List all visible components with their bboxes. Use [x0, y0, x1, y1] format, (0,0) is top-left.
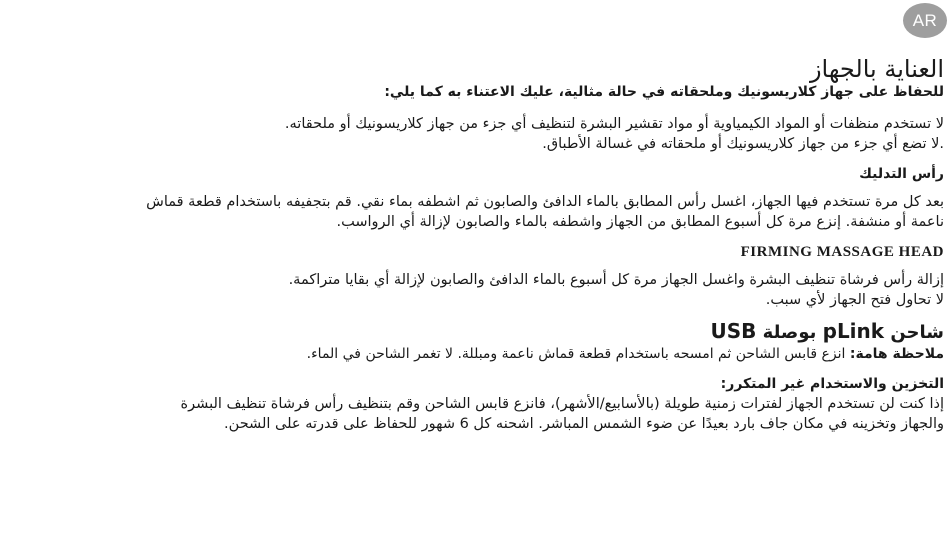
charger-brand: pLink — [822, 319, 885, 343]
storage-heading: التخزين والاستخدام غير المتكرر: — [720, 376, 944, 392]
storage-line-1: إذا كنت لن تستخدم الجهاز لفترات زمنية طويلة (بالأسابيع/الأشهر)، فانزع قابس الشاحن وقم بتنظيف رأس فرشاة تنظيف البشرة — [180, 396, 944, 412]
charger-heading-middle: بوصلة — [756, 322, 823, 343]
firming-heading: FIRMING MASSAGE HEAD — [740, 244, 944, 260]
charger-note-label: ملاحظة هامة: — [849, 346, 944, 362]
general-care-line-1: لا تستخدم منظفات أو المواد الكيمياوية أو مواد تقشير البشرة لتنظيف أي جزء من جهاز كلاريسونيك أو ملحقاته. — [284, 116, 944, 132]
massage-head-heading: رأس التدليك — [859, 166, 944, 182]
language-badge: AR — [903, 3, 947, 38]
massage-head-line-1: بعد كل مرة تستخدم فيها الجهاز، اغسل رأس المطابق بالماء الدافئ والصابون ثم اشطفه بماء نقي. قم بتجفيفه باستخدام قطعة قماش — [146, 194, 944, 210]
intro-text: للحفاظ على جهاز كلاريسونيك وملحقاته في حالة مثالية، عليك الاعتناء به كما يلي: — [384, 84, 944, 100]
charger-heading — [14, 320, 944, 344]
charger-note-text: انزع قابس الشاحن ثم امسحه باستخدام قطعة قماش ناعمة ومبللة. لا تغمر الشاحن في الماء. — [306, 346, 850, 362]
page-title: العناية بالجهاز — [809, 55, 944, 83]
general-care-line-2: .لا تضع أي جزء من جهاز كلاريسونيك أو ملحقاته في غسالة الأطباق. — [542, 136, 944, 152]
charger-usb: USB — [710, 319, 757, 343]
firming-line-2: لا تحاول فتح الجهاز لأي سبب. — [765, 292, 944, 308]
storage-line-2: والجهاز وتخزينه في مكان جاف بارد بعيدًا عن ضوء الشمس المباشر. اشحنه كل 6 شهور للحفاظ على قدرته على الشحن. — [224, 416, 944, 432]
charger-heading-prefix: شاحن — [884, 322, 944, 343]
firming-line-1: إزالة رأس فرشاة تنظيف البشرة واغسل الجهاز مرة كل أسبوع بالماء الدافئ والصابون لإزالة أي بقايا متراكمة. — [288, 272, 944, 288]
device-care-section — [14, 56, 944, 434]
charger-note — [14, 344, 944, 364]
massage-head-line-2: ناعمة أو منشفة. إنزع مرة كل أسبوع المطابق من الجهاز واشطفه بالماء والصابون لإزالة أي الرواسب. — [336, 214, 944, 230]
